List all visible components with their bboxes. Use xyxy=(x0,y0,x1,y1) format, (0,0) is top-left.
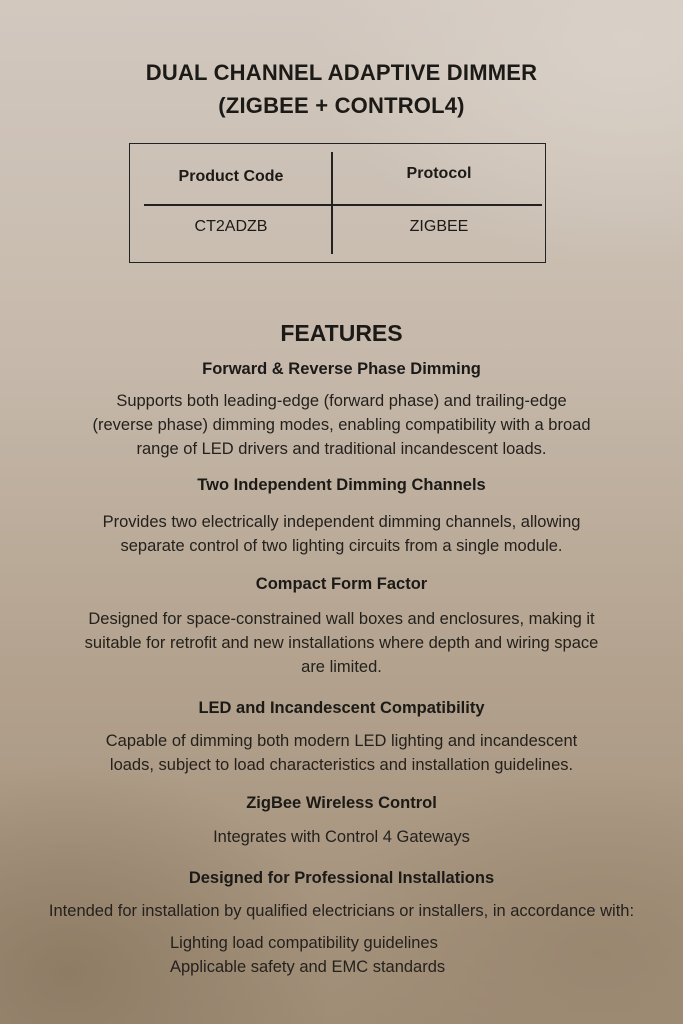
header-product-code: Product Code xyxy=(178,168,284,185)
title-line-2: (ZIGBEE + CONTROL4) xyxy=(218,93,465,118)
feature-text-compact-form xyxy=(0,607,683,679)
feature-text-professional-install xyxy=(0,899,683,923)
text-line: Integrates with Control 4 Gateways xyxy=(213,828,470,846)
text-line: Provides two electrically independent dimming channels, allowing xyxy=(102,513,581,531)
title-line-1: DUAL CHANNEL ADAPTIVE DIMMER xyxy=(145,60,538,85)
feature-text-zigbee-control xyxy=(0,825,683,849)
features-title: FEATURES xyxy=(280,320,403,346)
text-line: separate control of two lighting circuits from a single module. xyxy=(120,537,563,555)
feature-heading-compact-form: Compact Form Factor xyxy=(255,575,428,593)
page-title xyxy=(0,56,683,122)
feature-text-two-channels xyxy=(0,510,683,558)
spec-table xyxy=(129,143,546,263)
feature-heading-two-channels: Two Independent Dimming Channels xyxy=(197,476,486,494)
list-item: Lighting load compatibility guidelines xyxy=(170,934,438,952)
text-line: Designed for space-constrained wall boxes and enclosures, making it xyxy=(88,610,595,628)
text-line: loads, subject to load characteristics and installation guidelines. xyxy=(109,756,574,774)
header-protocol: Protocol xyxy=(406,165,472,182)
list-item: Applicable safety and EMC standards xyxy=(170,958,446,976)
text-line: (reverse phase) dimming modes, enabling compatibility with a broad xyxy=(92,416,591,434)
text-line: Intended for installation by qualified electricians or installers, in accordance with: xyxy=(48,902,635,920)
value-product-code: CT2ADZB xyxy=(194,218,268,235)
feature-heading-led-compat: LED and Incandescent Compatibility xyxy=(198,699,485,717)
text-line: range of LED drivers and traditional incandescent loads. xyxy=(136,440,547,458)
text-line: Capable of dimming both modern LED lighting and incandescent xyxy=(105,732,578,750)
feature-heading-professional-install: Designed for Professional Installations xyxy=(188,869,495,887)
text-line: Supports both leading-edge (forward phase) and trailing-edge xyxy=(116,392,567,410)
text-line: suitable for retrofit and new installations where depth and wiring space xyxy=(84,634,599,652)
text-line: are limited. xyxy=(301,658,382,676)
compliance-list xyxy=(170,931,590,979)
feature-heading-zigbee-control: ZigBee Wireless Control xyxy=(246,794,437,812)
table-divider-horizontal xyxy=(144,204,542,206)
value-protocol: ZIGBEE xyxy=(409,218,469,235)
feature-text-led-compat xyxy=(0,729,683,777)
feature-heading-phase-dimming: Forward & Reverse Phase Dimming xyxy=(202,360,481,378)
feature-text-phase-dimming xyxy=(0,389,683,461)
